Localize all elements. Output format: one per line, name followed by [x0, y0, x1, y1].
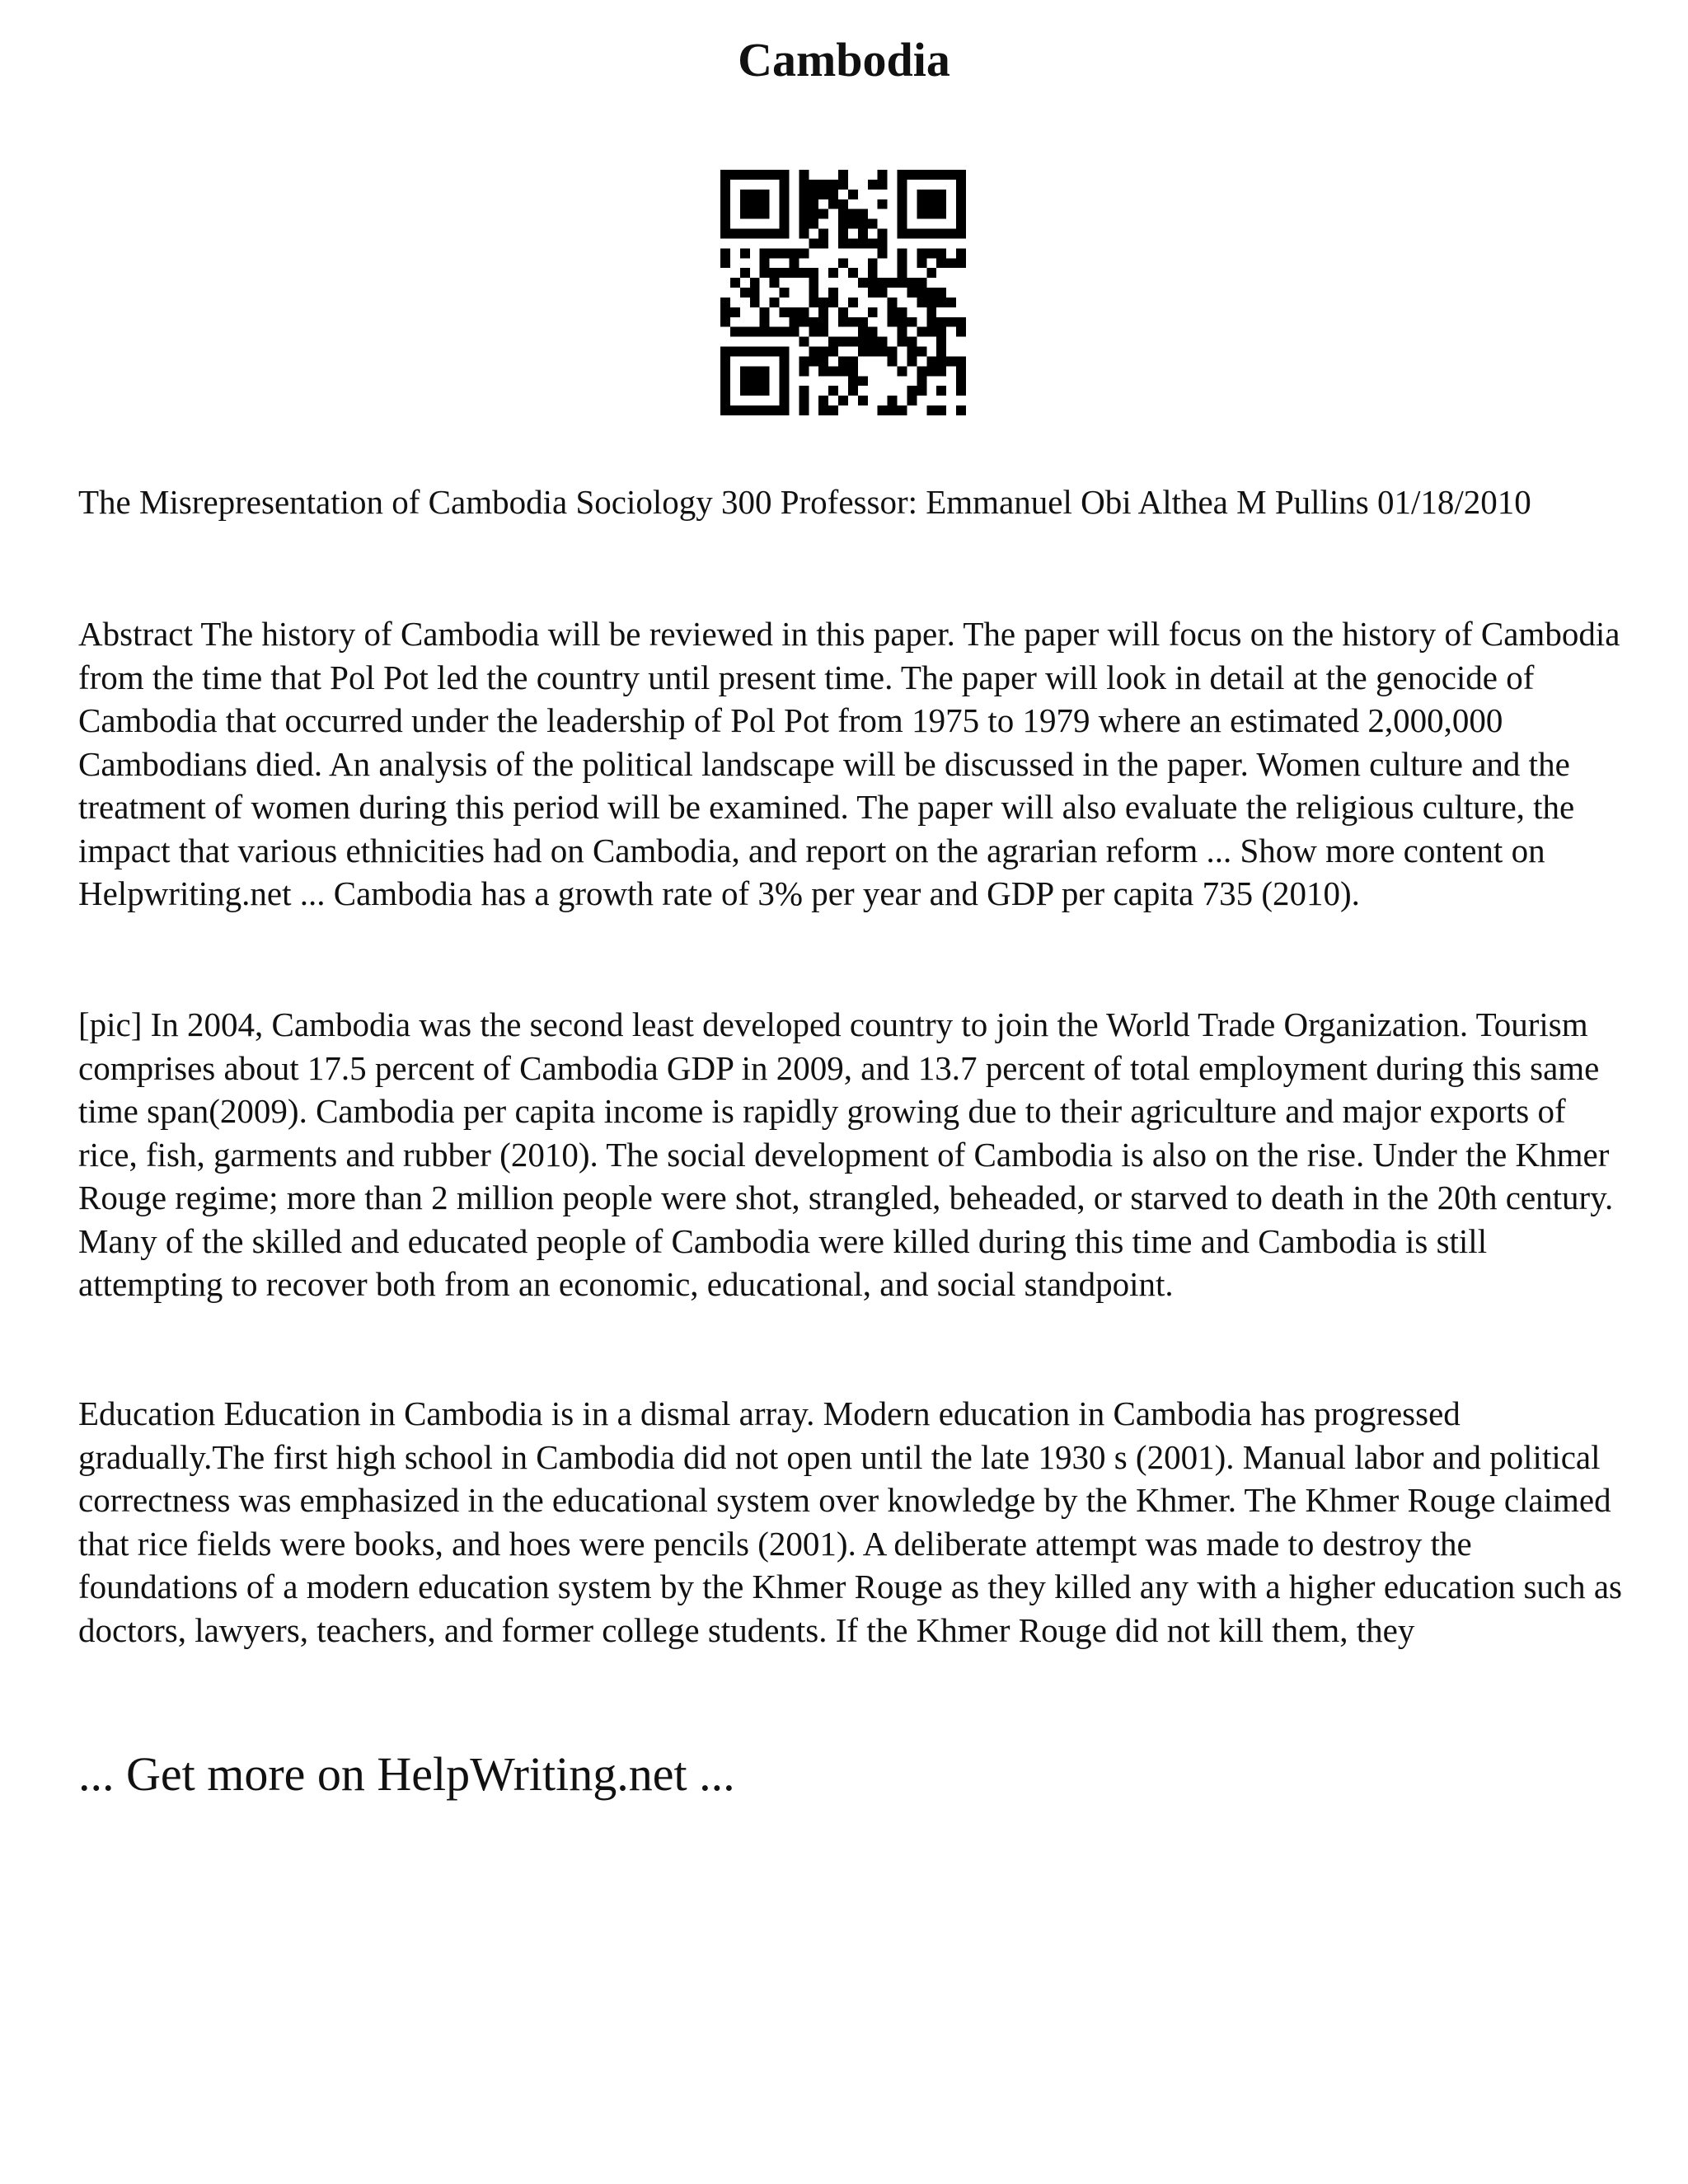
get-more-link[interactable]: ... Get more on HelpWriting.net ... [78, 1747, 735, 1801]
paper-meta-paragraph: The Misrepresentation of Cambodia Sociology 300 Professor: Emmanuel Obi Althea M Pullins 01/18/2010 [78, 483, 1531, 521]
economy-paragraph: [pic] In 2004, Cambodia was the second least developed country to join the World Trade Organization. Tourism comprises about 17.5 percent of Cambodia GDP in 2009, and 13.7 percent of total employment during this same time span(2009). Cambodia per capita income is rapidly growing due to their agriculture and major exports of rice, fish, garments and rubber (2010). The social development of Cambodia is also on the rise. Under the Khmer Rouge regime; more than 2 million people were shot, strangled, beheaded, or starved to death in the 20th century. Many of the skilled and educated people of Cambodia were killed during this time and Cambodia is still attempting to recover both from an economic, educational, and social standpoint. [78, 1005, 1614, 1303]
abstract-paragraph: Abstract The history of Cambodia will be reviewed in this paper. The paper will focus on the history of Cambodia from the time that Pol Pot led the country until present time. The paper will look in detail at the genocide of Cambodia that occurred under the leadership of Pol Pot from 1975 to 1979 where an estimated 2,000,000 Cambodians died. An analysis of the political landscape will be discussed in the paper. Women culture and the treatment of women during this period will be examined. The paper will also evaluate the religious culture, the impact that various ethnicities had on Cambodia, and report on the agrarian reform ... Show more content on Helpwriting.net ... Cambodia has a growth rate of 3% per year and GDP per capita 735 (2010). [78, 615, 1620, 912]
qr-code-icon[interactable] [720, 170, 966, 415]
document-title: Cambodia [738, 33, 950, 87]
education-paragraph: Education Education in Cambodia is in a dismal array. Modern education in Cambodia has progressed gradually.The first high school in Cambodia did not open until the late 1930 s (2001). Manual labor and political correctness was emphasized in the educational system over knowledge by the Khmer. The Khmer Rouge claimed that rice fields were books, and hoes were pencils (2001). A deliberate attempt was made to destroy the foundations of a modern education system by the Khmer Rouge as they killed any with a higher education such as doctors, lawyers, teachers, and former college students. If the Khmer Rouge did not kill them, they [78, 1394, 1623, 1649]
